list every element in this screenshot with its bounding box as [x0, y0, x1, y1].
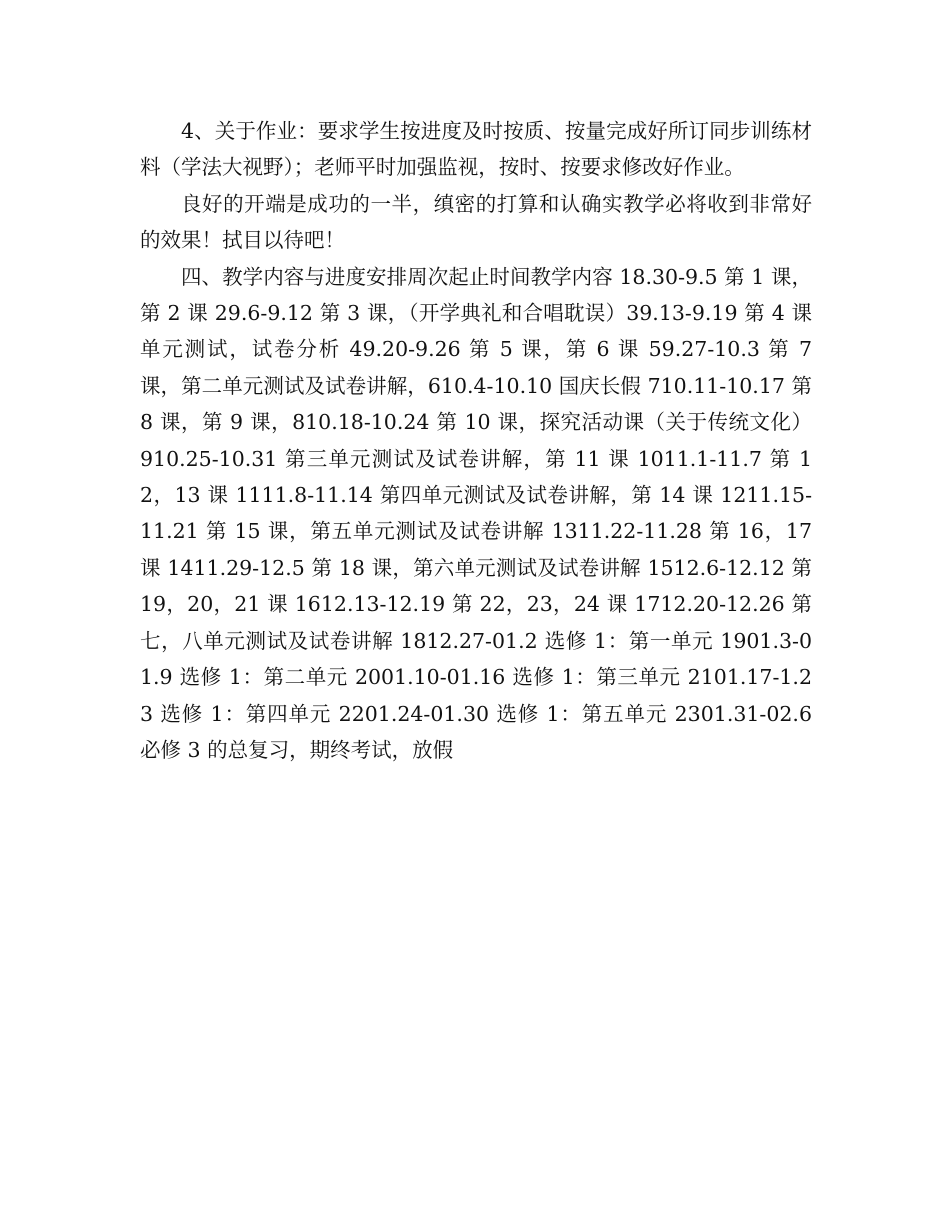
paragraph-homework: 4、关于作业：要求学生按进度及时按质、按量完成好所订同步训练材料（学法大视野）；老师平时加强监视，按时、按要求修改好作业。 — [140, 119, 812, 180]
paragraph-closing-remark: 良好的开端是成功的一半，缜密的打算和认确实教学必将收到非常好的效果！拭目以待吧！ — [140, 191, 812, 253]
paragraph-schedule: 四、教学内容与进度安排周次起止时间教学内容 18.30-9.5 第 1 课，第 2 课 29.6-9.12 第 3 课，（开学典礼和合唱耽误）39.13-9.19 第 4 课单元测试，试卷分析 49.20-9.26 第 5 课，第 6 课 59.27-10.3 第 7 课，第二单元测试及试卷讲解，610.4-10.10 国庆长假 710.11-10.17 第 8 课，第 9 课，810.18-10.24 第 10 课，探究活动课（关于传统文化）910.25-10.31 第三单元测试及试卷讲解，第 11 课 1011.1-11.7 第 12，13 课 1111.8-11.14 第四单元测试及试卷讲解，第 14 课 1211.15-11.21 第 15 课，第五单元测试及试卷讲解 1311.22-11.28 第 16，17 课 1411.29-12.5 第 18 课，第六单元测试及试卷讲解 1512.6-12.12 第 19，20，21 课 1612.13-12.19 第 22，23，24 课 1712.20-12.26 第七，八单元测试及试卷讲解 1812.27-01.2 选修 1：第一单元 1901.3-01.9 选修 1：第二单元 2001.10-01.16 选修 1：第三单元 2101.17-1.23 选修 1：第四单元 2201.24-01.30 选修 1：第五单元 2301.31-02.6 必修 3 的总复习，期终考试，放假 — [140, 264, 812, 762]
document-body — [140, 113, 812, 768]
